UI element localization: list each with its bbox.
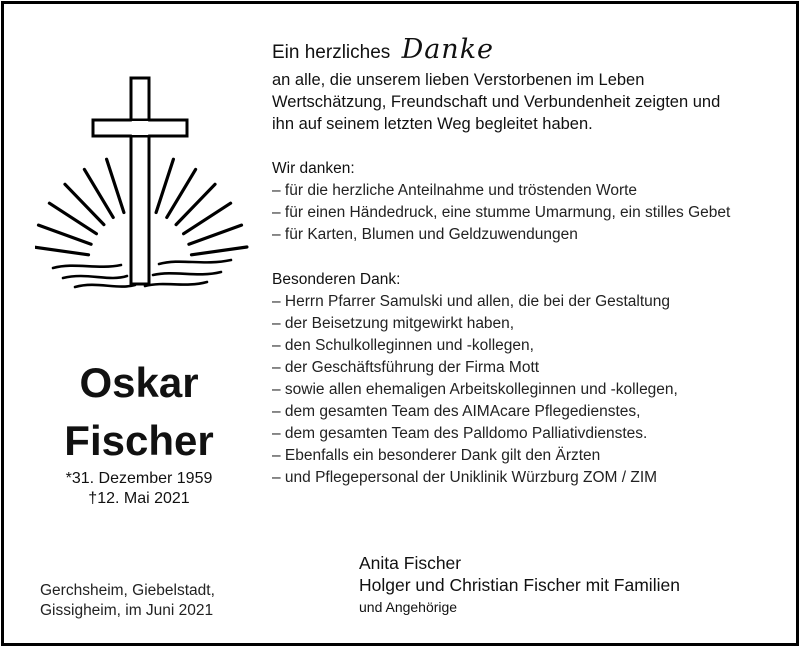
sun-ray <box>35 247 89 255</box>
thanks-text-column <box>272 36 792 489</box>
signature-line-2: Holger und Christian Fischer mit Familien <box>359 575 680 595</box>
signature-block <box>359 552 789 617</box>
sun-ray <box>192 247 247 255</box>
list-item: – sowie allen ehemaligen Arbeitskolleginnen und -kollegen, <box>272 381 678 398</box>
intro-line: an alle, die unserem lieben Verstorbenen im Leben <box>272 71 645 89</box>
we-thank-list <box>272 180 792 246</box>
intro-line: Wertschätzung, Freundschaft und Verbundenheit zeigten und <box>272 93 721 111</box>
list-item: – der Geschäftsführung der Firma Mott <box>272 359 540 376</box>
place-line-2: Gissigheim, im Juni 2021 <box>40 602 214 619</box>
deceased-first-name: Oskar <box>79 359 199 406</box>
sun-ray <box>39 225 92 244</box>
intro-line: ihn auf seinem letzten Weg begleitet haben. <box>272 115 593 133</box>
sun-ray <box>189 225 242 244</box>
life-dates <box>32 469 246 509</box>
cross-sunrise-icon <box>35 72 249 296</box>
sun-ray <box>156 159 173 212</box>
signature-line-3: und Angehörige <box>359 599 458 615</box>
headline-prefix: Ein herzliches <box>272 42 391 63</box>
place-line-1: Gerchsheim, Giebelstadt, <box>40 582 215 599</box>
list-item: – und Pflegepersonal der Uniklinik Würzburg ZOM / ZIM <box>272 469 658 486</box>
thanks-intro <box>272 69 792 135</box>
list-item: – dem gesamten Team des Palldomo Palliativdienstes. <box>272 425 648 442</box>
list-item: – für einen Händedruck, eine stumme Umarmung, ein stilles Gebet <box>272 204 731 221</box>
special-thanks-list <box>272 291 792 489</box>
list-item: – Herrn Pfarrer Samulski und allen, die bei der Gestaltung <box>272 293 671 310</box>
headline-script-word: Danke <box>401 34 495 65</box>
birth-date: *31. Dezember 1959 <box>65 470 213 487</box>
thanks-headline <box>272 36 792 67</box>
list-item: – für Karten, Blumen und Geldzuwendungen <box>272 226 578 243</box>
list-item: – der Beisetzung mitgewirkt haben, <box>272 315 515 332</box>
special-thanks-title: Besonderen Dank: <box>272 271 401 288</box>
deceased-last-name: Fischer <box>64 417 214 464</box>
list-item: – den Schulkolleginnen und -kollegen, <box>272 337 534 354</box>
we-thank-title: Wir danken: <box>272 160 355 177</box>
list-item: – für die herzliche Anteilnahme und tröstenden Worte <box>272 182 638 199</box>
place-and-date <box>40 581 250 621</box>
death-date: †12. Mai 2021 <box>88 490 190 507</box>
sun-ray <box>107 159 124 212</box>
obituary-card <box>1 1 799 646</box>
signature-line-1: Anita Fischer <box>359 553 462 573</box>
list-item: – dem gesamten Team des AIMAcare Pflegedienstes, <box>272 403 641 420</box>
list-item: – Ebenfalls ein besonderer Dank gilt den Ärzten <box>272 447 601 464</box>
